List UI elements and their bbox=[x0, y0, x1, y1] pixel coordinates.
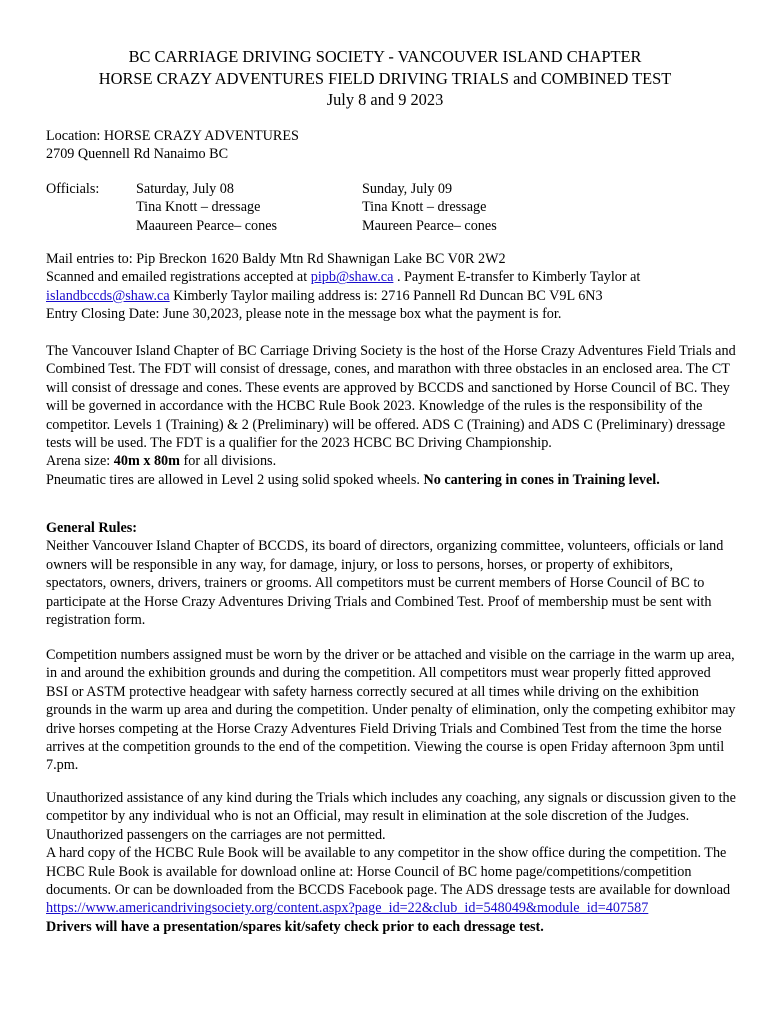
sunday-dressage-judge: Tina Knott – dressage bbox=[362, 199, 487, 216]
header-event: HORSE CRAZY ADVENTURES FIELD DRIVING TRIALS and COMBINED TEST bbox=[98, 68, 672, 88]
location-name: Location: HORSE CRAZY ADVENTURES bbox=[46, 128, 299, 144]
header-dates: July 8 and 9 2023 bbox=[326, 90, 444, 109]
location-block bbox=[46, 127, 736, 164]
scanned-text-post: . Payment E-transfer to Kimberly Taylor at bbox=[393, 269, 641, 286]
ads-dressage-link[interactable]: https://www.americandrivingsociety.org/content.aspx?page_id=22&club_id=548049&module_id=407587 bbox=[46, 900, 649, 917]
email-link-islandbccds[interactable]: islandbccds@shaw.ca bbox=[46, 287, 170, 304]
safety-check-line bbox=[46, 918, 736, 936]
officials-label: Officials: bbox=[46, 181, 100, 197]
competition-numbers-block bbox=[46, 646, 736, 775]
entry-closing-date: Entry Closing Date: June 30,2023, please note in the message box what the payment is for. bbox=[46, 306, 562, 323]
no-cantering-rule: No cantering in cones in Training level. bbox=[423, 471, 660, 488]
header-title: BC CARRIAGE DRIVING SOCIETY - VANCOUVER ISLAND CHAPTER bbox=[128, 47, 642, 66]
officials-saturday bbox=[136, 180, 277, 235]
sunday-cones-judge: Maureen Pearce– cones bbox=[362, 217, 497, 234]
mail-entries: Mail entries to: Pip Breckon 1620 Baldy Mtn Rd Shawnigan Lake BC V0R 2W2 bbox=[46, 251, 506, 267]
saturday-dressage-judge: Tina Knott – dressage bbox=[136, 199, 261, 216]
intro-block bbox=[46, 342, 736, 489]
document-header bbox=[0, 46, 770, 111]
location-address: 2709 Quennell Rd Nanaimo BC bbox=[46, 146, 229, 163]
general-rules-block bbox=[46, 519, 736, 629]
mailing-address: Kimberly Taylor mailing address is: 2716 Pannell Rd Duncan BC V9L 6N3 bbox=[169, 287, 603, 304]
scanned-text-pre: Scanned and emailed registrations accepted at bbox=[46, 269, 311, 286]
scanned-registrations bbox=[46, 268, 736, 286]
safety-check-notice: Drivers will have a presentation/spares kit/safety check prior to each dressage test. bbox=[46, 918, 544, 935]
saturday-cones-judge: Maaureen Pearce– cones bbox=[136, 217, 278, 234]
sunday-date: Sunday, July 09 bbox=[362, 181, 453, 197]
arena-dimensions: 40m x 80m bbox=[113, 453, 180, 470]
tires-text: Pneumatic tires are allowed in Level 2 using solid spoked wheels. bbox=[46, 471, 424, 488]
assistance-paragraph: Unauthorized assistance of any kind during the Trials which includes any coaching, any signals or discussion given to the competitor by any individual who is not an Official, may result in elimination at the sole discretion of the Judges. Unauthorized passengers on the carriages are not permitted. bbox=[46, 790, 736, 843]
arena-label: Arena size: bbox=[46, 453, 114, 470]
general-rules-heading: General Rules: bbox=[46, 520, 138, 536]
intro-paragraph: The Vancouver Island Chapter of BC Carriage Driving Society is the host of the Horse Crazy Adventures Field Trials and Combined Test. The FDT will consist of dressage, cones, and marathon with three obstacles in an enclosed area. The CT will consist of dressage and cones. These events are approved by BCCDS and sanctioned by Horse Council of BC. They will be governed in accordance with the HCBC Rule Book 2023. Knowledge of the rules is the responsibility of the competitor. Levels 1 (Training) & 2 (Preliminary) will be offered. ADS C (Training) and ADS C (Preliminary) dressage tests will be used. The FDT is a qualifier for the 2023 HCBC BC Driving Championship. bbox=[46, 343, 736, 452]
etransfer-line bbox=[46, 287, 736, 305]
ads-link-line bbox=[46, 899, 736, 917]
competition-paragraph: Competition numbers assigned must be worn by the driver or be attached and visible on the carriage in the warm up area, in and around the exhibition grounds and during the competition. All competitors must wear properly fitted approved BSI or ASTM protective headgear with safety harness correctly secured at all times while driving on the exhibition grounds in the warm up area and during the competition. Under penalty of elimination, only the competing exhibitor may drive horses competing at the Horse Crazy Adventures Field Driving Trials and Combined Test from the time the horse arrives at the competition grounds to the end of the competition. Viewing the course is open Friday afternoon 3pm until 7.pm. bbox=[46, 647, 736, 774]
arena-suffix: for all divisions. bbox=[179, 453, 277, 470]
tires-rule bbox=[46, 471, 736, 489]
liability-paragraph: Neither Vancouver Island Chapter of BCCDS, its board of directors, organizing committee, volunteers, officials or land owners will be responsible in any way, for damage, injury, or loss to persons, horses, or property of exhibitors, spectators, owners, drivers, trainers or grooms. All competitors must be current members of Horse Council of BC to participate at the Horse Crazy Adventures Driving Trials and Combined Test. Proof of membership must be sent with registration form. bbox=[46, 538, 724, 629]
officials-block bbox=[46, 180, 746, 236]
assistance-block bbox=[46, 789, 736, 936]
email-link-pipb[interactable]: pipb@shaw.ca bbox=[310, 269, 394, 286]
entries-block bbox=[46, 250, 736, 324]
rulebook-paragraph: A hard copy of the HCBC Rule Book will be available to any competitor in the show office during the competition. The HCBC Rule Book is available for download online at: Horse Council of BC home page/competitions/competition documents. Or can be downloaded from the BCCDS Facebook page. The ADS dressage tests are available for download bbox=[46, 845, 731, 899]
arena-size bbox=[46, 452, 736, 470]
officials-sunday bbox=[362, 180, 497, 235]
saturday-date: Saturday, July 08 bbox=[136, 181, 234, 197]
